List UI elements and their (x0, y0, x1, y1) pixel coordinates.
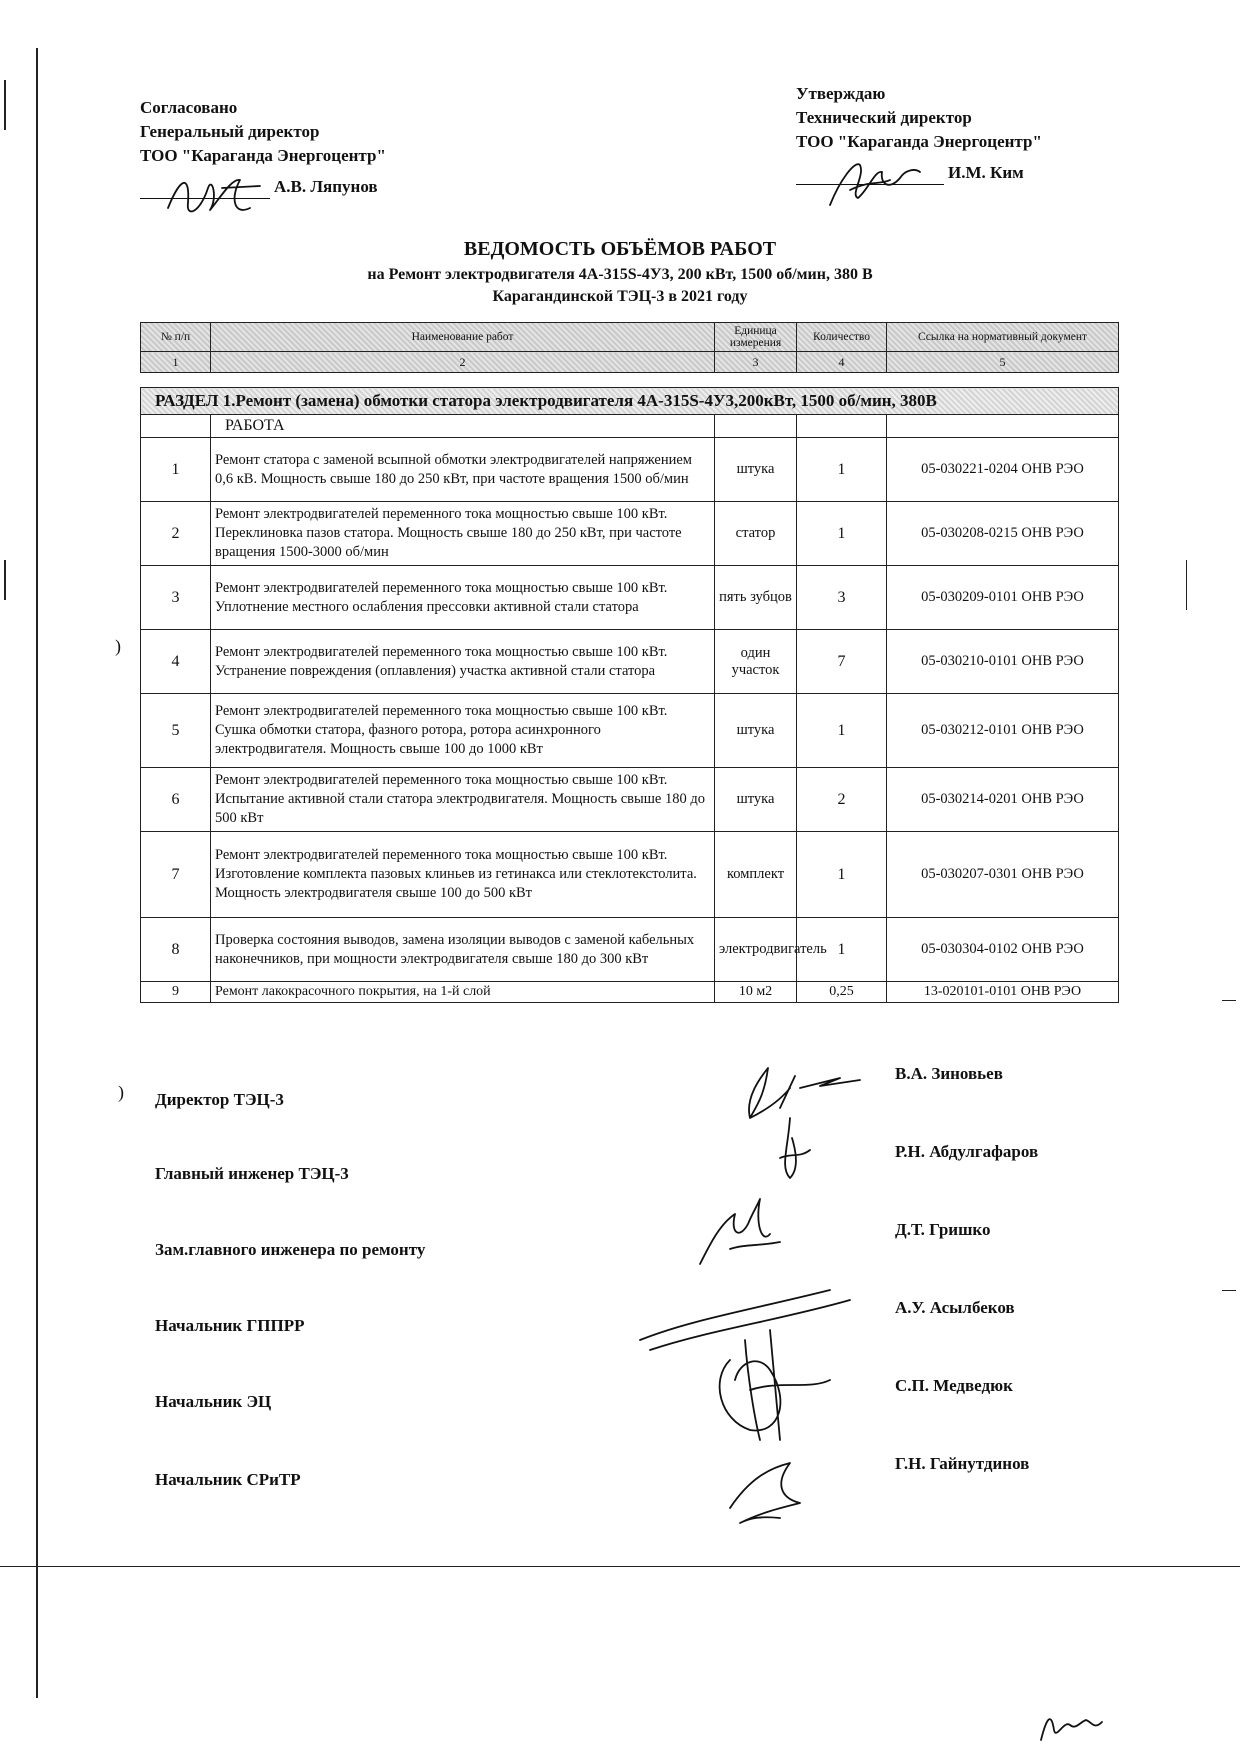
signatory-position: Главный инженер ТЭЦ-3 (155, 1164, 349, 1183)
row-number: 2 (141, 502, 211, 566)
row-number: 9 (141, 982, 211, 1003)
header-num-2: 2 (211, 352, 715, 373)
row-number: 7 (141, 832, 211, 918)
scan-edge-mark (1222, 1290, 1236, 1291)
row-description: Ремонт электродвигателей переменного тока мощностью свыше 100 кВт. Изготовление комплекта пазовых клиньев из гетинакса или стеклотекстолита. Мощность электродвигателя свыше 100 до 500 кВт (211, 832, 715, 918)
row-reference: 05-030304-0102 ОНВ РЭО (887, 918, 1119, 982)
row-quantity: 3 (797, 566, 887, 630)
row-reference: 05-030221-0204 ОНВ РЭО (887, 438, 1119, 502)
subheading-row (141, 415, 1119, 438)
signatory-name: С.П. Медведюк (895, 1376, 1013, 1395)
row-unit: один участок (715, 630, 797, 694)
row-description: Ремонт электродвигателей переменного тока мощностью свыше 100 кВт. Устранение повреждения (оплавления) участка активной стали статора (211, 630, 715, 694)
row-number: 4 (141, 630, 211, 694)
row-unit: статор (715, 502, 797, 566)
header-num-1: 1 (141, 352, 211, 373)
approval-left-line2: Генеральный директор (140, 122, 320, 141)
row-quantity: 1 (797, 694, 887, 768)
row-unit: пять зубцов (715, 566, 797, 630)
header-unit: Единица измерения (715, 323, 797, 352)
signatory-name: Д.Т. Гришко (895, 1220, 991, 1239)
table-row (141, 832, 1119, 918)
scan-edge-mark (1186, 560, 1187, 610)
row-description: Ремонт статора с заменой всыпной обмотки электродвигателей напряжением 0,6 кВ. Мощность свыше 180 до 250 кВт, при частоте вращения 1500 об/мин (211, 438, 715, 502)
signature-asylbekov (630, 1280, 870, 1450)
table-row (141, 918, 1119, 982)
signatory-name: В.А. Зиновьев (895, 1064, 1003, 1083)
row-description: Ремонт лакокрасочного покрытия, на 1-й слой (211, 982, 715, 1003)
row-description: Ремонт электродвигателей переменного тока мощностью свыше 100 кВт. Уплотнение местного ослабления прессовки активной стали статора (211, 566, 715, 630)
signature-zinovyev (720, 1058, 880, 1188)
row-quantity: 1 (797, 832, 887, 918)
header-number: № п/п (141, 323, 211, 352)
signatory-name: Р.Н. Абдулгафаров (895, 1142, 1039, 1161)
document-subtitle-2: Карагандинской ТЭЦ-3 в 2021 году (492, 288, 748, 305)
table-row (141, 982, 1119, 1003)
signature-bottom-initials (1036, 1700, 1116, 1750)
row-quantity: 1 (797, 502, 887, 566)
row-unit: электродвигатель (715, 918, 797, 982)
signature-kim (820, 150, 930, 220)
signature-grishko (690, 1194, 800, 1274)
scan-paren-mark: ) (118, 1082, 124, 1102)
row-reference: 05-030214-0201 ОНВ РЭО (887, 768, 1119, 832)
header-num-5: 5 (887, 352, 1119, 373)
row-reference: 13-020101-0101 ОНВ РЭО (887, 982, 1119, 1003)
row-unit: штука (715, 768, 797, 832)
signatory-name: Г.Н. Гайнутдинов (895, 1454, 1030, 1473)
row-quantity: 7 (797, 630, 887, 694)
table-row (141, 438, 1119, 502)
table-header-row (141, 323, 1119, 352)
table-row (141, 768, 1119, 832)
row-description: Проверка состояния выводов, замена изоляции выводов с заменой кабельных наконечников, при мощности электродвигателя свыше 180 до 300 кВт (211, 918, 715, 982)
row-number: 8 (141, 918, 211, 982)
row-description: Ремонт электродвигателей переменного тока мощностью свыше 100 кВт. Переклиновка пазов статора. Мощность свыше 180 до 250 кВт, при частоте вращения 1500-3000 об/мин (211, 502, 715, 566)
row-number: 5 (141, 694, 211, 768)
header-quantity: Количество (797, 323, 887, 352)
row-reference: 05-030208-0215 ОНВ РЭО (887, 502, 1119, 566)
row-reference: 05-030207-0301 ОНВ РЭО (887, 832, 1119, 918)
row-number: 1 (141, 438, 211, 502)
header-work-name: Наименование работ (211, 323, 715, 352)
signatory-position: Начальник СРиТР (155, 1470, 301, 1489)
approval-left-signer: А.В. Ляпунов (274, 177, 378, 196)
row-reference: 05-030212-0101 ОНВ РЭО (887, 694, 1119, 768)
row-reference: 05-030209-0101 ОНВ РЭО (887, 566, 1119, 630)
approval-right-line2: Технический директор (796, 108, 972, 127)
header-num-3: 3 (715, 352, 797, 373)
row-description: Ремонт электродвигателей переменного тока мощностью свыше 100 кВт. Сушка обмотки статора, фазного ротора, ротора асинхронного электродвигателя. Мощность свыше 100 до 1000 кВт (211, 694, 715, 768)
approval-left-line3: ТОО "Караганда Энергоцентр" (140, 146, 386, 165)
signatory-position: Зам.главного инженера по ремонту (155, 1240, 426, 1259)
signatory-position: Начальник ЭЦ (155, 1392, 272, 1411)
table-gap-row (141, 373, 1119, 388)
signatory-position: Начальник ГППРР (155, 1316, 305, 1335)
section-row (141, 388, 1119, 415)
header-reference: Ссылка на нормативный документ (887, 323, 1119, 352)
signatory-name: А.У. Асылбеков (895, 1298, 1015, 1317)
row-quantity: 1 (797, 438, 887, 502)
document-title: ВЕДОМОСТЬ ОБЪЁМОВ РАБОТ (463, 238, 777, 260)
row-unit: комплект (715, 832, 797, 918)
header-num-4: 4 (797, 352, 887, 373)
row-quantity: 1 (797, 918, 887, 982)
subheading-label: РАБОТА (211, 415, 715, 438)
approval-right-signer: И.М. Ким (948, 163, 1024, 182)
header-numbers-row (141, 352, 1119, 373)
signatory-position: Директор ТЭЦ-3 (155, 1090, 284, 1109)
approval-left-line1: Согласовано (140, 98, 238, 117)
scan-bottom-line (0, 1566, 1240, 1567)
row-quantity: 0,25 (797, 982, 887, 1003)
document-subtitle-1: на Ремонт электродвигателя 4А-315S-4У3, 200 кВт, 1500 об/мин, 380 В (367, 266, 873, 283)
signature-lyapunov (160, 168, 280, 228)
table-row (141, 630, 1119, 694)
section-title: РАЗДЕЛ 1.Ремонт (замена) обмотки статора электродвигателя 4А-315S-4У3,200кВт, 1500 об/мин, 380В (141, 388, 1119, 415)
scan-edge-mark (4, 80, 6, 130)
table-row (141, 694, 1119, 768)
row-number: 3 (141, 566, 211, 630)
row-unit: штука (715, 694, 797, 768)
row-quantity: 2 (797, 768, 887, 832)
approval-right-line1: Утверждаю (796, 84, 886, 103)
scan-edge-mark (1222, 1000, 1236, 1001)
scan-paren-mark: ) (115, 636, 121, 656)
row-description: Ремонт электродвигателей переменного тока мощностью свыше 100 кВт. Испытание активной стали статора электродвигателя. Мощность свыше 180 до 500 кВт (211, 768, 715, 832)
approval-right-line3: ТОО "Караганда Энергоцентр" (796, 132, 1042, 151)
table-row (141, 566, 1119, 630)
row-unit: 10 м2 (715, 982, 797, 1003)
signature-gainutdinov (720, 1458, 820, 1538)
scan-edge-mark (4, 560, 6, 600)
row-unit: штука (715, 438, 797, 502)
table-row (141, 502, 1119, 566)
works-table (140, 322, 1119, 1003)
row-number: 6 (141, 768, 211, 832)
row-reference: 05-030210-0101 ОНВ РЭО (887, 630, 1119, 694)
